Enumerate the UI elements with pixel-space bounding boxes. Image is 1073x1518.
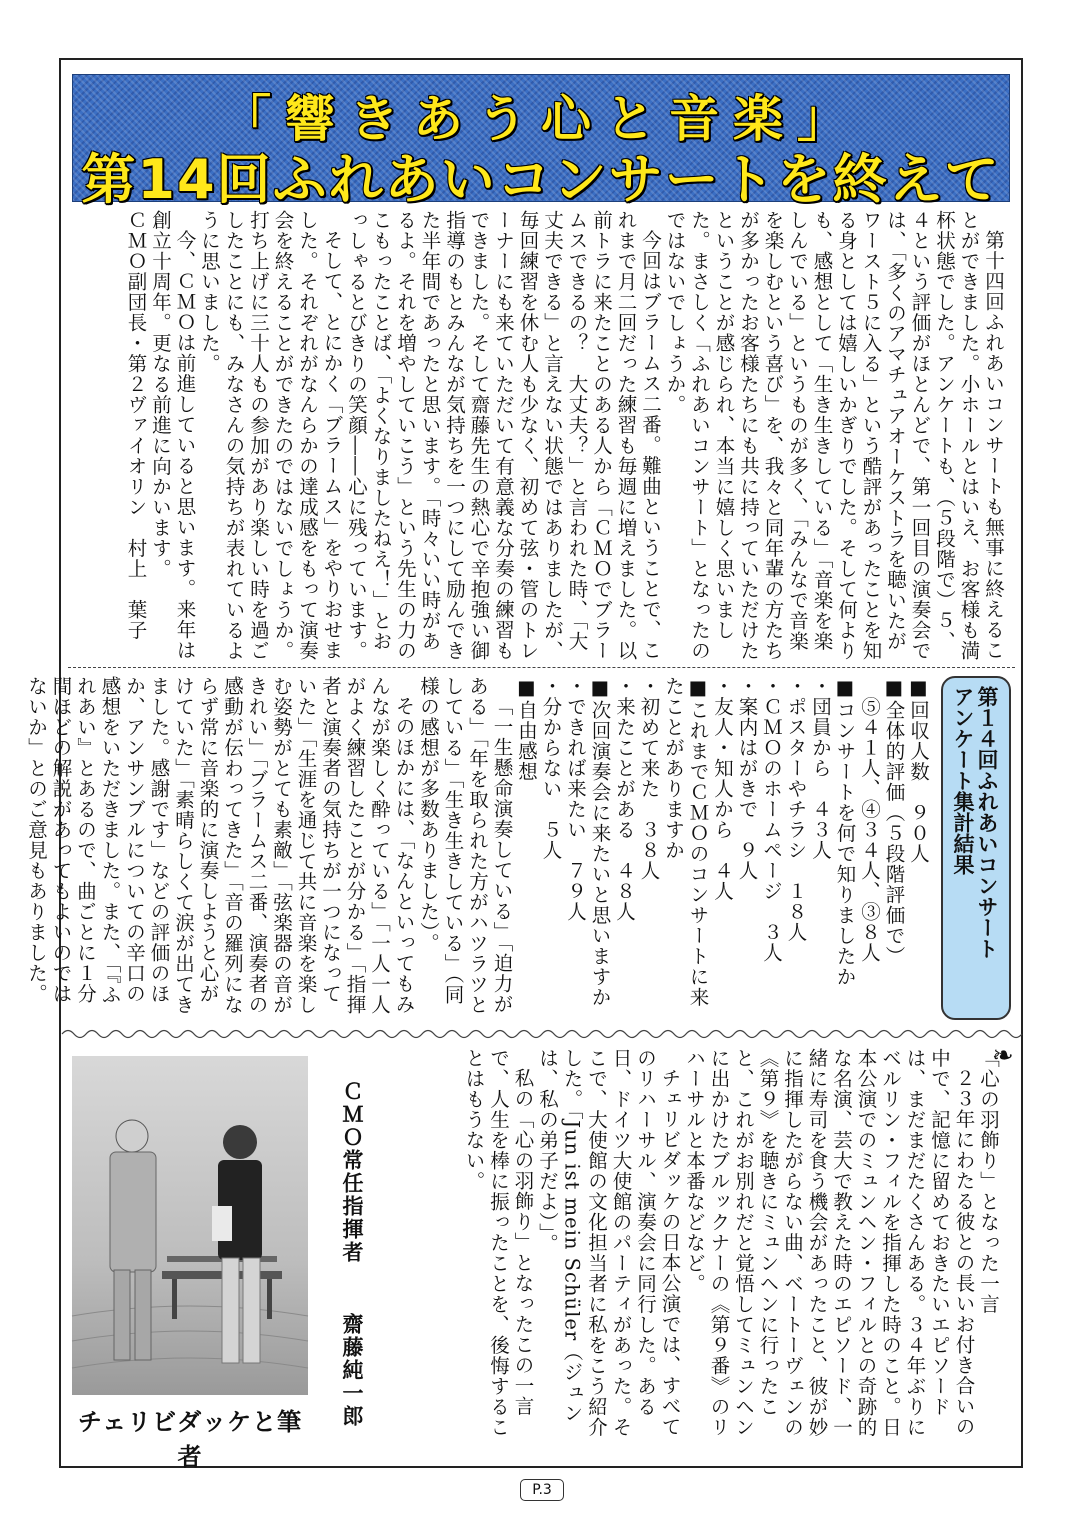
survey-line: ・分からない ５人: [539, 676, 563, 861]
author-name: 齋藤純一郎: [340, 1313, 365, 1429]
author-role: ＣＭＯ常任指揮者: [340, 1080, 365, 1264]
article-paragraph: 第十四回ふれあいコンサートも無事に終えることができました。小ホールとはいえ、お客様も満杯状態でした。アンケートも、（５段階で）５、４という評価がほとんどで、第一回目の演奏会では、「多くのアマチュアオーケストラを聴いたがワースト５に入る」という酷評があったことを知る身としては嬉しいかぎりでした。そして何よりも、感想として「生き生きしている」「音楽を楽しんでいる」というものが多く、「みんなで音楽を楽しむという喜び」を、我々と同年輩の方たちが多かったお客様たちにも共に持っていただけたということが感じられ、本当に嬉しく思いました。まさしく「ふれあいコンサート」となったのではないでしょうか。: [663, 210, 1005, 661]
article-signature: ＣＭＯ副団長・第２ヴァイオリン 村上 葉子: [124, 210, 148, 641]
survey-title-line-1: 第１４回ふれあいコンサート: [975, 686, 1000, 959]
article-paragraph: 今回はブラームス二番。難曲ということで、これまで月二回だった練習も毎週に増えました。以前トラに来たことのある人から「ＣＭＯでブラームスできるの？ 大丈夫？」と言われた時、「大丈夫できる」と言えない状態ではありましたが、毎回練習を休む人も少なく、初めて弦・管のトレーナーにも来ていただいて有意義な分奏の練習もできました。そして齋藤先生の熱心で辛抱強い御指導のもとみんなが気持ちを一つにして励んできた半年間であったと思います。「時々いい時があるよ。それを増やしていこう」という先生の力のこもったことば、「よくなりましたねえ！」とおっしゃるとびきりの笑顔――心に残っています。: [345, 210, 662, 661]
survey-title-line-2: アンケート集計結果: [951, 686, 976, 875]
survey-line: ・ＣＭＯのホームページ ３人: [760, 676, 783, 963]
survey-line: そのほかには、「なんといってもみんなが楽しく酔っている」「一人一人がよく練習したことが分かる」「指揮者と演奏者の気持ちが一つになっていた」「生涯を通じて共に音楽を楽しむ姿勢がとても素敵」「弦楽器の音がきれい」「ブラームス二番、演奏者の感動が伝わってきた」「音の羅列にならず常に音楽的に演奏しようと心がけていた」「素晴らしくて涙が出てきました。感謝です」などの評価のほか、アンサンブルについての辛口の感想をいただきました。また、「『ふれあい』とあるので、曲ごとに１分間ほどの解説があってもよいのではないか」とのご意見もありました。: [25, 676, 416, 1015]
kokoro-article: [370, 1048, 1000, 1448]
photo-image: [72, 1056, 308, 1395]
survey-line: ・友人・知人から ４人: [711, 676, 734, 902]
survey-line: ⑤４１人、④３４人、③８人: [858, 676, 881, 963]
survey-results: [25, 676, 930, 1021]
section-divider: [68, 667, 1015, 668]
survey-line: ■コンサートを何で知りましたか: [833, 676, 857, 987]
survey-line: ■回収人数 ９０人: [907, 676, 930, 864]
article-paragraph: 今、ＣＭＯは前進していると思います。来年は創立十周年。更なる前進に向かいます。: [149, 210, 197, 660]
survey-line: ・団員から ４３人: [809, 676, 832, 861]
survey-line: ・ポスターやチラシ １８人: [784, 676, 808, 943]
photo-caption: チェリビダッケと筆者: [77, 1408, 303, 1471]
page-number: P.3: [520, 1479, 564, 1501]
survey-line: ■自由感想: [515, 676, 538, 782]
swirl-ornament-icon: ❧: [992, 1041, 1014, 1071]
survey-line: 「一生懸命演奏している」「迫力がある」「年を取られた方がハツラツとしている」「生き生きしている」（同様の感想が多数ありました）。: [417, 676, 514, 1015]
survey-line: ■全体的評価（５段階評価で）: [882, 676, 906, 967]
survey-title-box: [941, 676, 1011, 1020]
survey-line: ・できれば来たい ７９人: [564, 676, 587, 922]
kokoro-paragraph: チェリビダッケの日本公演では、すべてのリハーサル、演奏会に同行した。ある日、ドイツ大使館のパーティがあった。そこで、大使館の文化担当者に私をこう紹介した。「Jun ist mein Schüler（ジュンは、私の弟子だよ）」。: [536, 1048, 682, 1438]
article-paragraph: そして、とにかく「ブラームス」をやりおせました。それぞれがなんらかの達成感をもって演奏会を終えることができたのではないでしょうか。打ち上げに三十人もの参加があり楽しい時を過ごしたことにも、みなさんの気持ちが表れているように思いました。: [198, 210, 344, 661]
title-line-1: 「響きあう心と音楽」: [221, 90, 861, 148]
title-banner: [72, 74, 1010, 211]
survey-line: ■次回演奏会に来たいと思いますか: [588, 676, 612, 1008]
survey-line: ・初めて来た ３８人: [637, 676, 661, 881]
wavy-divider: [62, 1027, 1022, 1041]
kokoro-paragraph: 私の「心の羽飾り」となったこの一言で、人生を棒に振ったことを、後悔することはもうない。: [462, 1048, 535, 1438]
top-article: [75, 210, 1005, 665]
survey-line: ・案内はがきで ９人: [735, 676, 759, 881]
survey-line: ■これまでＣＭＯのコンサートに来たことがありますか: [662, 676, 710, 1008]
kokoro-paragraph: ２３年にわたる彼との長いお付き合いの中で、記憶に留めておきたいエピソードは、まだまだたくさんある。３４年ぶりにベルリン・フィルを指揮した時のこと。日本公演でのミュンヘン・フィルとの奇跡的な名演、芸大で教えた時のエピソード、一緒に寿司を食う機会があったこと、彼が妙に指揮したがらない曲、ベートーヴェンの《第９》を聴きにミュンヘンに行ったこと、これがお別れだと覚悟してミュンヘンに出かけたブルックナーの《第９番》のリハーサルと本番などなど。: [683, 1048, 976, 1438]
photo: [72, 1056, 308, 1395]
kokoro-title: 「心の羽飾り」となった一言: [977, 1048, 1000, 1315]
survey-line: ・来たことがある ４８人: [613, 676, 636, 922]
author-credit: [316, 1080, 364, 1430]
title-line-2: 第14回ふれあいコンサートを終えて: [81, 148, 1001, 211]
